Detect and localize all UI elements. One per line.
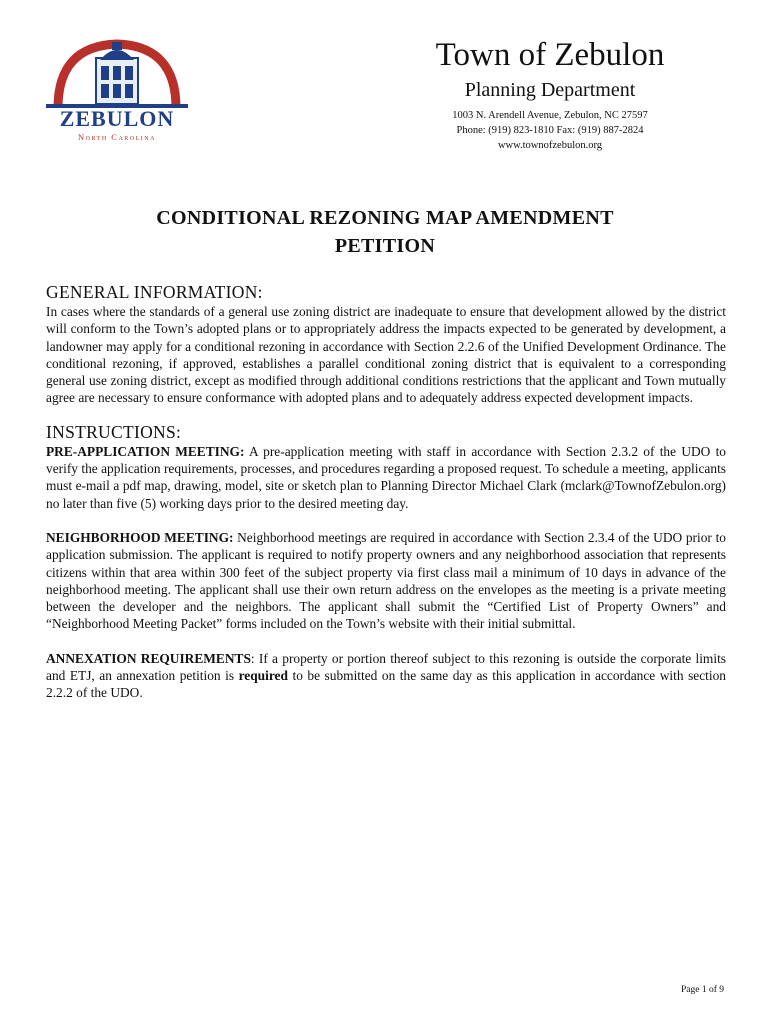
website-link[interactable]: www.townofzebulon.org bbox=[497, 140, 603, 151]
annexation-text-2: to be submitted on the same day as this application in accordance with section 2.2.2 of the UDO. bbox=[46, 668, 727, 701]
neighborhood-meeting-text: Neighborhood meetings are required in accordance with Section 2.3.4 of the UDO prior to application submission. The applicant is required to notify property owners and any neighborhood association that represents citizens within that area within 300 feet of the subject property via first class mail a minimum of 10 days in advance of the neighborhood meeting. The applicant shall use their own return address on the envelopes as the meeting is a private meeting between the developer and the neighbors. The applicant shall submit the “Certified List of Property Owners” and “Neighborhood Meeting Packet” forms included on the Town’s website with their initial submittal. bbox=[46, 529, 726, 632]
instructions-heading: INSTRUCTIONS: bbox=[46, 421, 182, 442]
phone-fax-line: Phone: (919) 823-1810 Fax: (919) 887-2824 bbox=[456, 125, 644, 136]
logo-state: North Carolina bbox=[78, 132, 156, 142]
page-number: Page 1 of 9 bbox=[680, 985, 724, 995]
neighborhood-meeting-paragraph bbox=[46, 529, 726, 633]
neighborhood-meeting-label: NEIGHBORHOOD MEETING: bbox=[46, 529, 234, 545]
document-body bbox=[46, 281, 726, 702]
document-title bbox=[60, 204, 710, 260]
title-line-1: CONDITIONAL REZONING MAP AMENDMENT bbox=[156, 207, 614, 229]
pre-application-text: A pre-application meeting with staff in accordance with Section 2.3.2 of the UDO to verify the application requirements, processes, and procedures regarding a proposed request. To schedule a meeting, applicants must e-mail a pdf map, drawing, model, site or sketch plan to Planning Director Michael Clark (mclark@TownofZebulon.org) no later than five (5) working days prior to the desired meeting day. bbox=[46, 443, 726, 511]
annexation-required: required bbox=[238, 668, 288, 684]
logo-wordmark: ZEBULON bbox=[59, 106, 175, 131]
letterhead bbox=[400, 36, 700, 153]
annexation-label: ANNEXATION REQUIREMENTS bbox=[46, 650, 251, 666]
general-information-text: In cases where the standards of a general use zoning district are inadequate to ensure that development allowed by the district will conform to the Town’s adopted plans or to appropriately address the impacts expected to be generated by development, a landowner may apply for a conditional rezoning in accordance with Section 2.2.6 of the Unified Development Ordinance. The conditional rezoning, if approved, establishes a parallel conditional zoning district that is equivalent to a corresponding general use zoning district, except as modified through additional conditions restrictions that the applicant and Town mutually agree are necessary to ensure conformance with adopted plans and to adequately address expected development impacts. bbox=[46, 304, 726, 406]
pre-application-paragraph bbox=[46, 443, 726, 512]
annexation-paragraph bbox=[46, 650, 726, 702]
general-information-heading: GENERAL INFORMATION: bbox=[46, 282, 263, 302]
building-dome-icon bbox=[44, 38, 190, 110]
address-line: 1003 N. Arendell Avenue, Zebulon, NC 27597 bbox=[452, 110, 648, 121]
department-name: Planning Department bbox=[464, 79, 636, 101]
annexation-text-1: : If a property or portion thereof subject to this rezoning is outside the corporate limits and ETJ, an annexation petition is bbox=[46, 650, 727, 684]
zebulon-logo bbox=[44, 38, 190, 148]
title-line-2: PETITION bbox=[334, 235, 436, 257]
town-name: Town of Zebulon bbox=[435, 37, 665, 73]
pre-application-label: PRE-APPLICATION MEETING: bbox=[46, 443, 245, 459]
